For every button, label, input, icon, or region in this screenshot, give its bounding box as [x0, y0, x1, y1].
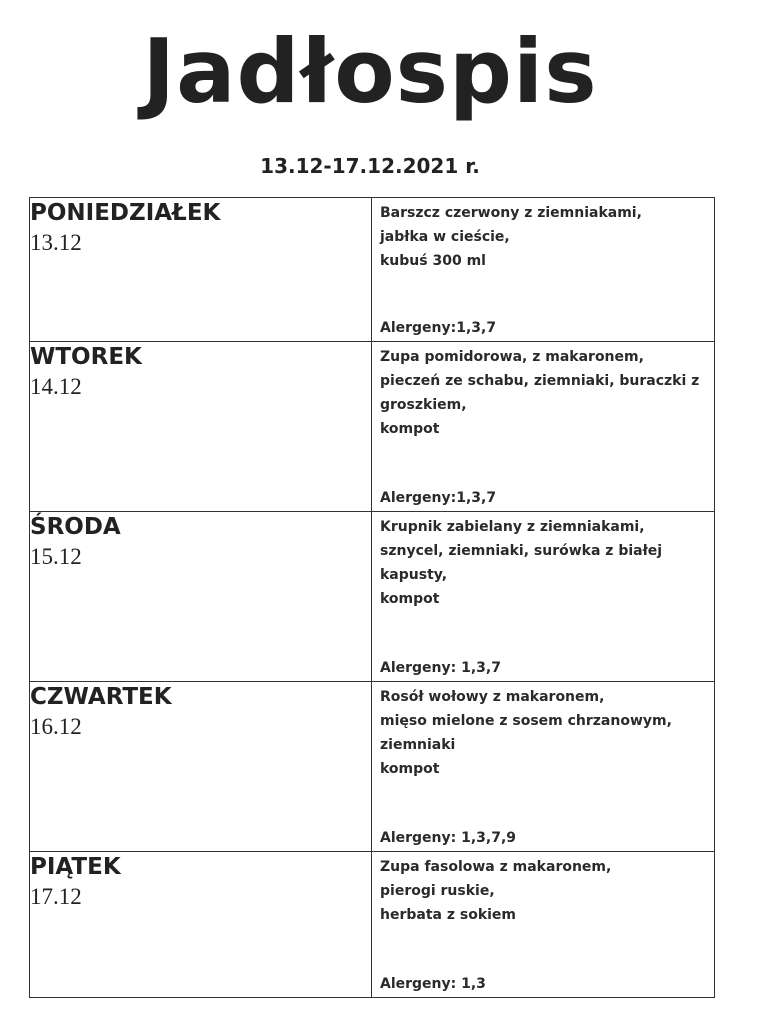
meal-line: sznycel, ziemniaki, surówka z białej — [380, 543, 663, 559]
meal-line: groszkiem, — [380, 397, 467, 413]
day-cell — [30, 198, 372, 342]
day-cell — [30, 342, 372, 512]
meal-cell — [372, 198, 715, 342]
meal-line: kubuś 300 ml — [380, 253, 486, 269]
date-range: 13.12-17.12.2021 r. — [260, 154, 480, 178]
allergens-label: Alergeny:1,3,7 — [380, 490, 497, 506]
allergens-label: Alergeny:1,3,7 — [380, 320, 497, 336]
day-name: ŚRODA — [30, 514, 121, 540]
meal-cell — [372, 852, 715, 998]
day-date: 15.12 — [30, 544, 82, 569]
meal-line: Krupnik zabielany z ziemniakami, — [380, 519, 645, 535]
meal-description — [380, 855, 708, 927]
meal-line: kompot — [380, 421, 440, 437]
meal-line: Barszcz czerwony z ziemniakami, — [380, 205, 642, 221]
meal-description — [380, 201, 708, 273]
meal-line: pierogi ruskie, — [380, 883, 495, 899]
table-row — [30, 512, 715, 682]
meal-line: pieczeń ze schabu, ziemniaki, buraczki z — [380, 373, 700, 389]
day-name: CZWARTEK — [30, 684, 172, 710]
meal-line: herbata z sokiem — [380, 907, 517, 923]
table-row — [30, 852, 715, 998]
meal-line: Zupa fasolowa z makaronem, — [380, 859, 612, 875]
day-name: WTOREK — [30, 344, 142, 370]
table-row — [30, 342, 715, 512]
meal-line: kompot — [380, 761, 440, 777]
meal-line: kapusty, — [380, 567, 448, 583]
meal-description — [380, 685, 708, 781]
table-row — [30, 682, 715, 852]
meal-line: jabłka w cieście, — [380, 229, 510, 245]
menu-table — [29, 197, 715, 998]
page-title: Jadłospis — [142, 20, 598, 123]
day-date: 13.12 — [30, 230, 82, 255]
day-date: 16.12 — [30, 714, 82, 739]
allergens-label: Alergeny: 1,3,7,9 — [380, 830, 517, 846]
day-cell — [30, 682, 372, 852]
meal-line: kompot — [380, 591, 440, 607]
day-cell — [30, 852, 372, 998]
meal-line: mięso mielone z sosem chrzanowym, — [380, 713, 672, 729]
day-name: PONIEDZIAŁEK — [30, 200, 221, 226]
day-date: 14.12 — [30, 374, 82, 399]
meal-cell — [372, 512, 715, 682]
meal-line: ziemniaki — [380, 737, 456, 753]
meal-cell — [372, 342, 715, 512]
day-cell — [30, 512, 372, 682]
meal-cell — [372, 682, 715, 852]
meal-description — [380, 345, 708, 441]
meal-description — [380, 515, 708, 611]
day-date: 17.12 — [30, 884, 82, 909]
meal-line: Rosół wołowy z makaronem, — [380, 689, 605, 705]
day-name: PIĄTEK — [30, 854, 121, 880]
table-row — [30, 198, 715, 342]
allergens-label: Alergeny: 1,3 — [380, 976, 486, 992]
meal-line: Zupa pomidorowa, z makaronem, — [380, 349, 644, 365]
allergens-label: Alergeny: 1,3,7 — [380, 660, 501, 676]
